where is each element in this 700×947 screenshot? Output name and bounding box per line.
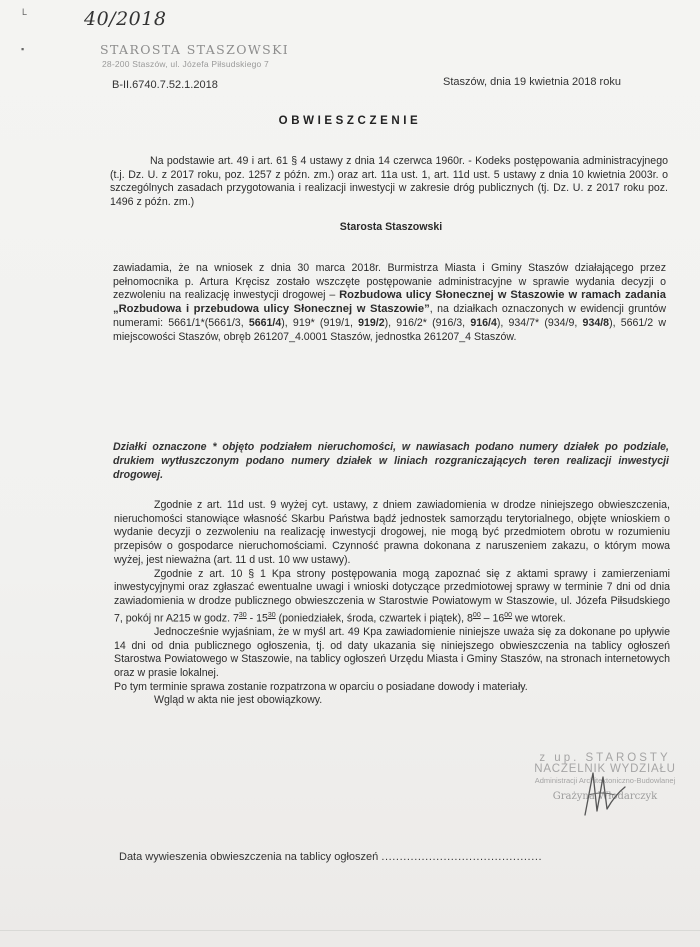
legal-basis-paragraph: Na podstawie art. 49 i art. 61 § 4 ustawy z dnia 14 czerwca 1960r. - Kodeks postępowania administracyjnego (t.j. Dz. U. z 2017 roku, poz. 1257 z późn. zm.) oraz art. 11a ust. 1, art. 11d ust. 5 ustawy z dnia 10 kwietnia 2003r. o szczególnych zasadach przygotowania i realizacji inwestycji w zakresie dróg publicznych (tj. Dz. U. z 2017 roku poz. 1496 z późn. zm.): [110, 155, 668, 209]
issuer-heading: Starosta Staszowski: [339, 221, 443, 233]
notice-text: zawiadamia, że na wniosek z dnia 30 marca 2018r. Burmistrza Miasta i Gminy Staszów działającego przez pełnomocnika p. Artura Kręcisz zostało wszczęte postępowanie administracyjne w sprawie wydania decyzji o zezwoleniu na realizację inwestycji drogowej –: [113, 262, 666, 302]
posting-date-label: Data wywieszenia obwieszczenia na tablicy ogłoszeń: [119, 851, 379, 863]
paragraph-inspection: Wgląd w akta nie jest obowiązkowy.: [154, 694, 323, 707]
plot-number-bold: 934/8: [582, 316, 610, 329]
margin-mark: L: [22, 7, 28, 17]
paragraph-trade-ban: Zgodnie z art. 11d ust. 9 wyżej cyt. ustawy, z dniem zawiadomienia w drodze niniejszego obwieszczenia, nieruchomości stanowiące własność Skarbu Państwa bądź jednostek samorządu terytorialnego, objęte wnioskiem o wydanie decyzji o zezwoleniu na realizację inwestycji drogowej, nie mogą być przedmiotem obrotu w rozumieniu przepisów o gospodarce nieruchomościami. Czynność prawna dokonana z naruszeniem zakazu, o którym mowa wyżej, jest nieważna (art. 11 d ust. 10 ww ustawy).: [114, 499, 670, 566]
handwritten-number: 40/2018: [84, 8, 167, 30]
paragraph-text: – 16: [480, 612, 505, 625]
time-superscript: 00: [504, 611, 513, 619]
stamp-line-3: Administracji Architektoniczno-Budowlanej: [534, 776, 676, 785]
stamp-line-1: z up. STAROSTY: [539, 752, 671, 764]
notice-text: ), 916/2* (916/3,: [384, 316, 471, 329]
authority-stamp-name: STAROSTA STASZOWSKI: [100, 42, 290, 57]
time-superscript: 30: [238, 611, 247, 619]
posting-date-line: [119, 851, 542, 863]
time-superscript: 30: [267, 611, 276, 619]
paragraph-text: Zgodnie z art. 10 § 1 Kpa strony postępowania mogą zapoznać się z aktami sprawy i zamierzeniami inwestycyjnymi oraz zgłaszać ewentualne uwagi i wnioski dotyczące przedmiotowej sprawy w terminie 7 dni od dnia zawiadomienia w drodze publicznego obwieszczenia w Starostwie Powiatowym w Staszowie, ul. Józefa Piłsudskiego 7, pokój nr A215 w godz. 7: [114, 567, 670, 625]
time-superscript: 00: [472, 611, 481, 619]
investment-name: Rozbudowa ulicy Słonecznej w Staszowie w ramach zadania „Rozbudowa i przebudowa ulicy Słonecznej w Staszowie”: [113, 289, 666, 316]
stamp-line-2: NACZELNIK WYDZIAŁU: [534, 763, 676, 775]
paragraph-text: - 15: [246, 612, 268, 625]
notice-text: ), 5661/2 w miejscowości Staszów, obręb 261207_4.0001 Staszów, jednostka 261207_4 Staszów.: [113, 316, 666, 343]
handwritten-signature: [575, 765, 635, 825]
paragraph-text: (poniedziałek, środa, czwartek i piątek), 8: [275, 612, 473, 625]
paragraph-access-files: [114, 568, 670, 626]
margin-dot: ▪: [21, 44, 25, 54]
plot-number-bold: 919/2: [358, 316, 385, 329]
posting-date-blank: ............................................: [381, 851, 543, 863]
paragraph-text: we wtorek.: [512, 612, 566, 625]
body-paragraphs: [114, 499, 670, 708]
place-date: Staszów, dnia 19 kwietnia 2018 roku: [443, 76, 621, 88]
authority-stamp-address: 28-200 Staszów, ul. Józefa Piłsudskiego 7: [102, 59, 269, 69]
document-title: OBWIESZCZENIE: [278, 115, 422, 127]
notice-text: ), 934/7* (934/9,: [496, 316, 583, 329]
notice-text: , na działkach oznaczonych w ewidencji gruntów numerami: 5661/1*(5661/3,: [113, 303, 666, 329]
paragraph-notice-effect: Jednocześnie wyjaśniam, że w myśl art. 49 Kpa zawiadomienie niniejsze uważa się za dokonane po upływie 14 dni od dnia publicznego ogłoszenia, tj. od daty ukazania się niniejszego obwieszczenia na tablicy ogłoszeń Starostwa Powiatowego w Staszowie, na tablicy ogłoszeń Urzędu Miasta i Gminy Staszów, na stronach internetowych oraz w prasie lokalnej.: [114, 625, 670, 679]
main-notice-paragraph: [113, 262, 666, 344]
stamp-signatory-name: Grażyna Włodarczyk: [552, 791, 658, 802]
plots-note: Działki oznaczone * objęto podziałem nieruchomości, w nawiasach podano numery działek po podziale, drukiem wytłuszczonym podano numery działek w liniach rozgraniczających teren realizacji inwestycji drogowej.: [113, 441, 669, 481]
reference-number: B-II.6740.7.52.1.2018: [112, 79, 218, 91]
plot-number-bold: 5661/4: [248, 316, 282, 329]
paragraph-after-term: Po tym terminie sprawa zostanie rozpatrzona w oparciu o posiadane dowody i materiały.: [114, 680, 528, 693]
page-bottom-edge: [0, 930, 700, 931]
plot-number-bold: 916/4: [470, 316, 497, 329]
notice-text: ), 919* (919/1,: [281, 316, 359, 329]
